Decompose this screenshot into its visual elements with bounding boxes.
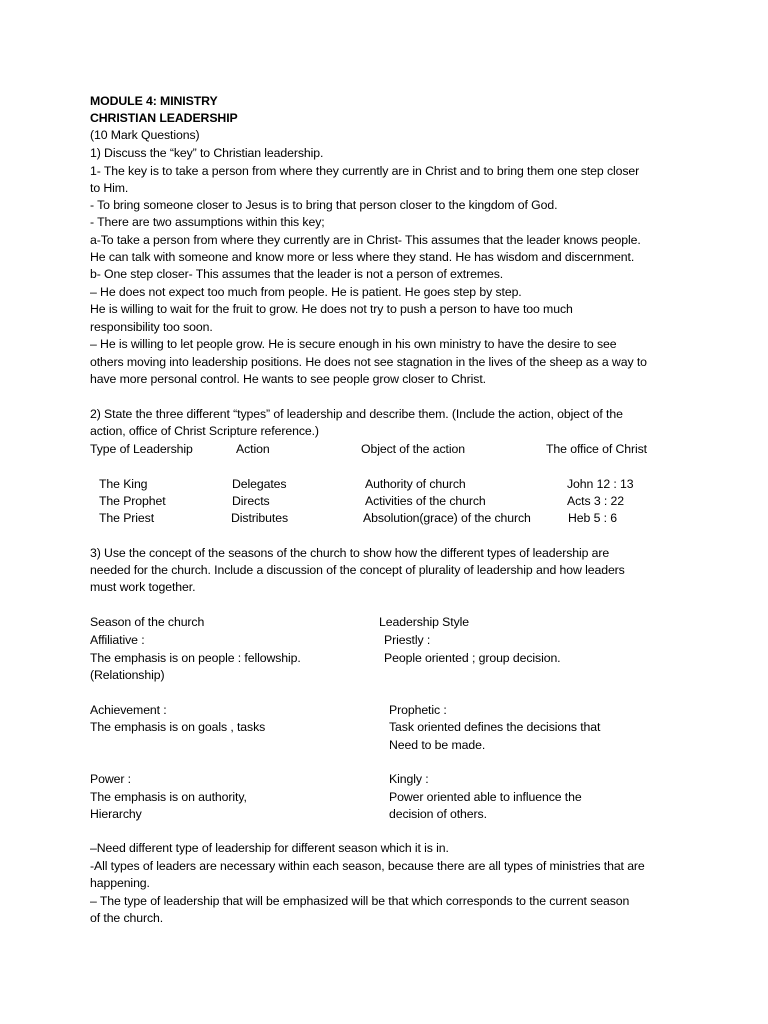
q1-line: a-To take a person from where they currently are in Christ- This assumes that the leader knows people. (90, 233, 641, 247)
conclusion-line: -All types of leaders are necessary within each season, because there are all types of ministries that are (90, 859, 645, 873)
table-cell: Activities of the church (365, 494, 486, 508)
table-header-type: Type of Leadership (90, 442, 193, 456)
table-header-object: Object of the action (361, 442, 465, 456)
season-text: Hierarchy (90, 807, 142, 821)
table-cell: The King (99, 477, 148, 491)
table-cell: Absolution(grace) of the church (363, 511, 531, 525)
table-cell: Heb 5 : 6 (568, 511, 618, 525)
style-text: decision of others. (389, 807, 487, 821)
style-text: Power oriented able to influence the (389, 790, 582, 804)
season-text: The emphasis is on goals , tasks (90, 720, 266, 734)
q1-question: 1) Discuss the “key” to Christian leadership. (90, 146, 324, 160)
table-cell: The Priest (99, 511, 155, 525)
q1-line: - There are two assumptions within this key; (90, 215, 325, 229)
marks-note: (10 Mark Questions) (90, 128, 200, 142)
style-text: Kingly : (389, 772, 429, 786)
season-text: Power : (90, 772, 131, 786)
table-header-office: The office of Christ (546, 442, 647, 456)
season-text: The emphasis is on people : fellowship. (90, 651, 301, 665)
q3-question-line: 3) Use the concept of the seasons of the church to show how the different types of leadership are (90, 546, 610, 560)
table-cell: Directs (232, 494, 270, 508)
table-cell: Distributes (231, 511, 288, 525)
table-cell: Acts 3 : 22 (567, 494, 624, 508)
season-text: The emphasis is on authority, (90, 790, 247, 804)
q1-line: - To bring someone closer to Jesus is to bring that person closer to the kingdom of God. (90, 198, 558, 212)
q1-line: He is willing to wait for the fruit to grow. He does not try to push a person to have too much (90, 302, 573, 316)
q1-line: others moving into leadership positions. He does not see stagnation in the lives of the sheep as a way to (90, 355, 647, 369)
conclusion-line: – The type of leadership that will be emphasized will be that which corresponds to the current season (90, 894, 630, 908)
table-cell: John 12 : 13 (567, 477, 634, 491)
season-text: Affiliative : (90, 633, 145, 647)
q3-question-line: must work together. (90, 580, 196, 594)
season-text: (Relationship) (90, 668, 165, 682)
table-cell: The Prophet (99, 494, 166, 508)
q2-question-line: action, office of Christ Scripture reference.) (90, 424, 319, 438)
conclusion-line: of the church. (90, 911, 164, 925)
q1-line: responsibility too soon. (90, 320, 213, 334)
conclusion-line: –Need different type of leadership for different season which it is in. (90, 841, 449, 855)
style-text: Prophetic : (389, 703, 447, 717)
q1-line: to Him. (90, 181, 129, 195)
q1-line: He can talk with someone and know more or less where they stand. He has wisdom and discernment. (90, 250, 635, 264)
season-text: Achievement : (90, 703, 167, 717)
style-text: People oriented ; group decision. (384, 651, 561, 665)
style-text: Need to be made. (389, 738, 486, 752)
q3-question-line: needed for the church. Include a discussion of the concept of plurality of leadership and how leaders (90, 563, 625, 577)
season-column-header: Season of the church (90, 615, 205, 629)
table-header-action: Action (236, 442, 270, 456)
table-cell: Delegates (232, 477, 287, 491)
q1-line: have more personal control. He wants to see people grow closer to Christ. (90, 372, 486, 386)
table-cell: Authority of church (365, 477, 466, 491)
q1-line: – He does not expect too much from people. He is patient. He goes step by step. (90, 285, 522, 299)
style-text: Task oriented defines the decisions that (389, 720, 601, 734)
module-title: MODULE 4: MINISTRY (90, 94, 218, 108)
style-text: Priestly : (384, 633, 431, 647)
q1-line: b- One step closer- This assumes that the leader is not a person of extremes. (90, 267, 504, 281)
q2-question-line: 2) State the three different “types” of leadership and describe them. (Include the action, object of the (90, 407, 623, 421)
style-column-header: Leadership Style (379, 615, 470, 629)
conclusion-line: happening. (90, 876, 150, 890)
q1-line: 1- The key is to take a person from where they currently are in Christ and to bring them one step closer (90, 164, 640, 178)
topic-title: CHRISTIAN LEADERSHIP (90, 111, 238, 125)
q1-line: – He is willing to let people grow. He is secure enough in his own ministry to have the desire to see (90, 337, 617, 351)
